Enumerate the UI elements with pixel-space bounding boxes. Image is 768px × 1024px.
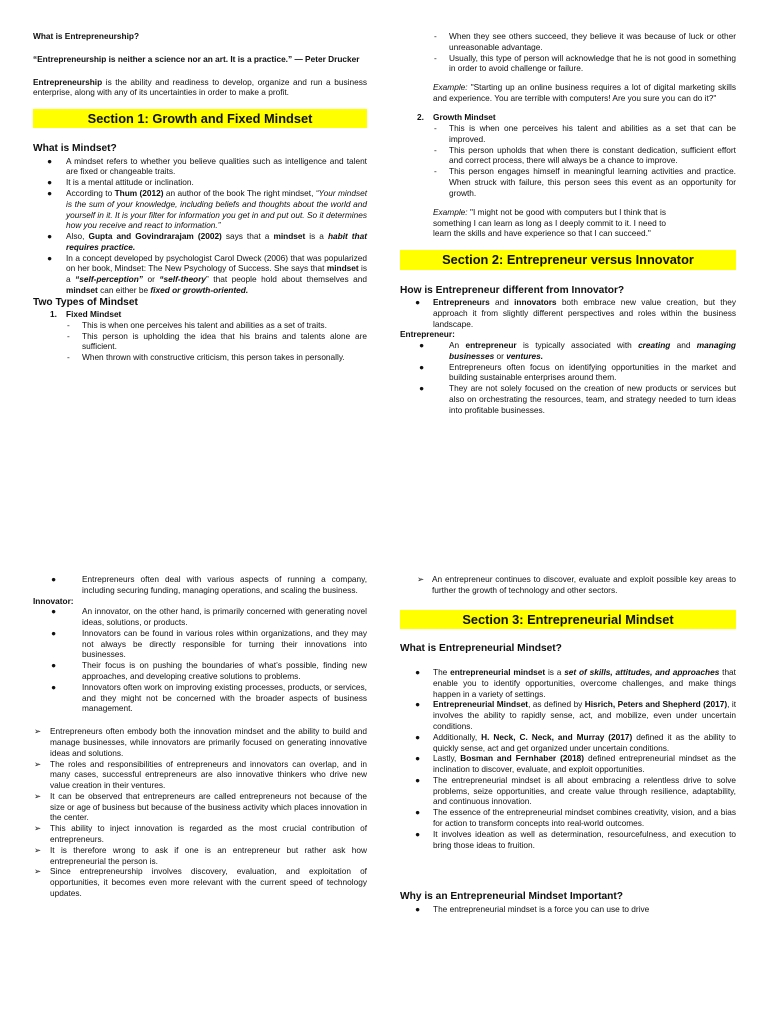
entrepreneur-label: Entrepreneur:	[400, 329, 455, 340]
list-item-text: defined it as the ability to quickly sense, act and get organized under uncertain conditions.	[433, 731, 736, 753]
section-2-heading: Section 2: Entrepreneur versus Innovator	[400, 250, 736, 269]
list-item-text: is a	[545, 667, 565, 678]
list-item	[400, 362, 736, 384]
bullet-marker: ●	[415, 731, 421, 742]
list-item-text: Entrepreneurs often embody both the innovation mindset and the ability to build and manage businesses, while innovators are primarily focused on generating innovative ideas and solutions.	[50, 726, 367, 758]
list-item-text: Entrepreneurs often deal with various aspects of running a company, including securing funding, managing operations, and scaling the business.	[82, 574, 367, 595]
page2-right-column	[400, 512, 736, 914]
list-item	[33, 188, 367, 231]
list-item	[33, 791, 367, 823]
list-item	[400, 123, 736, 145]
growth-mindset-points	[400, 123, 736, 198]
fixed-mindset-label: Fixed Mindset	[66, 309, 122, 320]
mindset-heading: What is Mindset?	[33, 143, 117, 155]
bullet-marker: ●	[51, 681, 57, 692]
list-item-text: This person engages himself in meaningful learning activities and practice. When struck with failure, this person sees this event as an opportunity for growth.	[449, 166, 736, 198]
spacer	[33, 98, 367, 109]
two-types-heading: Two Types of Mindset	[33, 296, 138, 308]
innovator-label: Innovator:	[33, 595, 74, 606]
list-item-text: is a	[305, 231, 328, 242]
difference-list	[400, 297, 736, 329]
list-item-text: an author of the book The right mindset,	[163, 187, 316, 198]
difference-heading: How is Entrepreneur different from Innovator?	[400, 284, 625, 296]
dash-marker: -	[434, 52, 437, 63]
drucker-quote: “Entrepreneurship is neither a science nor an art. It is a practice.” — Peter Drucker	[33, 53, 360, 64]
bullet-marker: ●	[419, 383, 425, 394]
arrow-marker: ➢	[417, 574, 424, 584]
list-item	[400, 829, 736, 851]
keyword: ventures.	[506, 350, 544, 361]
growth-example	[400, 207, 736, 239]
list-item-text: Additionally,	[433, 731, 482, 742]
list-item-text: ” that people hold about themselves and	[205, 274, 367, 285]
list-item-text: The essence of the entrepreneurial mindset combines creativity, vision, and a bias for action to transform concepts into real-world outcomes.	[433, 807, 736, 829]
list-item	[33, 682, 367, 714]
dash-marker: -	[434, 123, 437, 134]
list-item-text: is typically associated with	[516, 340, 639, 351]
list-item-text: Lastly,	[433, 753, 461, 764]
arrow-marker: ➢	[34, 844, 41, 855]
keyword: innovators	[514, 296, 557, 307]
spacer	[33, 65, 367, 77]
list-item-text: This ability to inject innovation is regarded as the most crucial contribution of entrepreneurs.	[50, 823, 367, 844]
arrow-marker: ➢	[34, 726, 41, 737]
list-item-text: Their focus is on pushing the boundaries of what’s possible, finding new approaches, and developing creative solutions to problems.	[82, 660, 367, 682]
bullet-marker: ●	[419, 361, 425, 372]
list-item-text: The entrepreneurial mindset is all about embracing a relentless drive to solve problems, seize opportunities, and create value through resilience, adaptability, and continuous innovation.	[433, 774, 736, 807]
list-item	[33, 352, 367, 363]
list-item-text: An innovator, on the other hand, is primarily concerned with generating novel ideas, solutions, or products.	[82, 606, 367, 628]
page1-right-column	[400, 0, 736, 416]
list-item-text: It is therefore wrong to ask if one is an entrepreneur but rather ask how entrepreneurial the person is.	[50, 844, 367, 866]
list-item	[400, 732, 736, 754]
bullet-marker: ●	[415, 667, 421, 678]
list-item-text: both embrace new value creation, but they approach it from slightly different perspectives and roles within the business landscape.	[433, 296, 736, 329]
list-item	[400, 667, 736, 699]
list-item-text: and	[670, 340, 697, 351]
bullet-marker: ●	[51, 606, 57, 617]
keyword: mindset	[273, 231, 306, 242]
arrow-marker: ➢	[34, 866, 41, 877]
keyword: managing businesses	[449, 340, 736, 361]
entrepreneur-list-continued	[33, 574, 367, 596]
list-item	[400, 574, 736, 596]
spacer	[400, 270, 736, 284]
list-item-text: Since entrepreneurship involves discovery, evaluation, and exploitation of opportunities, it becomes even more relevant with the current speed of technology updates.	[50, 866, 367, 898]
bullet-marker: ●	[47, 187, 53, 198]
page2-left-column	[33, 512, 367, 899]
bullet-marker: ●	[419, 340, 425, 351]
citation: Hisrich, Peters and Shepherd (2017)	[584, 699, 728, 710]
example-label: Example:	[433, 206, 468, 217]
list-item-text: Also,	[66, 231, 89, 242]
dash-marker: -	[67, 319, 70, 330]
spacer	[33, 42, 367, 54]
list-item-text: Innovators often work on improving existing processes, products, or services, and they might not be concerned with the broader aspects of business management.	[82, 681, 367, 714]
fixed-example	[400, 82, 736, 104]
fixed-mindset-list-continued	[400, 31, 736, 74]
list-item-text: Entrepreneurs often focus on identifying opportunities in the market and building sustainable enterprises around them.	[449, 361, 736, 383]
list-item-text: or	[494, 350, 507, 361]
keyword: “self-theory	[159, 274, 206, 285]
list-item	[400, 145, 736, 167]
list-item-text: This is when one perceives his talent and abilities as a set of traits.	[82, 319, 327, 330]
keyword: creating	[638, 340, 671, 351]
list-item	[33, 156, 367, 178]
fixed-mindset-list	[33, 320, 367, 363]
growth-mindset-item	[400, 112, 736, 123]
bullet-marker: ●	[51, 627, 57, 638]
number-marker: 1.	[50, 309, 57, 320]
arrow-marker: ➢	[34, 790, 41, 801]
fixed-mindset-item	[33, 309, 367, 320]
bullet-marker: ●	[415, 296, 421, 307]
list-item-text: It is a mental attitude or inclination.	[66, 177, 194, 188]
entrepreneurial-mindset-list	[400, 667, 736, 850]
dash-marker: -	[434, 144, 437, 155]
keyword: entrepreneur	[465, 340, 517, 351]
spacer	[33, 714, 367, 726]
entrepreneurship-question: What is Entrepreneurship?	[33, 31, 140, 41]
list-item-text: Innovators can be found in various roles within organizations, and they may not always be directly responsible for turning their innovations into businesses.	[82, 627, 367, 660]
why-important-heading: Why is an Entrepreneurial Mindset Important?	[400, 891, 624, 903]
list-item	[33, 759, 367, 791]
list-item-text: defined entrepreneurial mindset as the inclination to discover, evaluate, and exploit opportunities.	[433, 753, 736, 775]
list-item-text: , as defined by	[528, 699, 585, 710]
citation: H. Neck, C. Neck, and Murray (2017)	[481, 731, 633, 742]
keyword: Entrepreneurial Mindset	[433, 699, 529, 710]
page1-left-column	[33, 0, 367, 363]
keyword: habit that requires practice.	[66, 231, 367, 252]
arrow-marker: ➢	[34, 758, 41, 769]
list-item	[33, 606, 367, 628]
list-item	[33, 845, 367, 867]
list-item	[400, 340, 736, 362]
list-item	[33, 726, 367, 758]
comparison-arrow-list	[33, 726, 367, 899]
list-item-text: or	[142, 274, 160, 285]
list-item	[33, 177, 367, 188]
list-item-text: It involves ideation as well as determination, resourcefulness, and execution to bring those ideas to fruition.	[433, 828, 736, 850]
list-item	[400, 166, 736, 198]
entrepreneurship-definition	[33, 77, 367, 99]
list-item	[33, 331, 367, 353]
list-item	[400, 807, 736, 829]
definition-term: Entrepreneurship	[33, 76, 103, 87]
keyword: entrepreneurial mindset	[450, 667, 546, 678]
list-item-text: According to	[66, 187, 115, 198]
arrow-marker: ➢	[34, 823, 41, 834]
list-item	[400, 297, 736, 329]
list-item	[33, 823, 367, 845]
bullet-marker: ●	[47, 177, 53, 188]
keyword: set of skills, attitudes, and approaches	[564, 667, 720, 678]
keyword: fixed or growth-oriented.	[150, 285, 249, 296]
list-item-text: can either be	[97, 285, 151, 296]
list-item-text: and	[489, 296, 515, 307]
list-item-text: , it involves the ability to rapidly sense, act, and mobilize, even under uncertain conditions.	[433, 699, 736, 731]
example-label: Example:	[433, 82, 468, 93]
citation: Bosman and Fernhaber (2018)	[460, 753, 585, 764]
innovator-list	[33, 606, 367, 714]
bullet-marker: ●	[47, 252, 53, 263]
mindset-list	[33, 156, 367, 296]
list-item-text: Usually, this type of person will acknowledge that he is not good in something in order to avoid challenge or failure.	[449, 52, 736, 74]
example-text: "I might not be good with computers but I think that is something I can learn as long as I deeply commit to it. I need to learn the skills and have experience so that I can succeed."	[433, 206, 666, 239]
list-item	[400, 753, 736, 775]
list-item	[33, 574, 367, 596]
list-item	[33, 320, 367, 331]
why-important-list	[400, 904, 736, 915]
bullet-marker: ●	[47, 231, 53, 242]
section-1-heading: Section 1: Growth and Fixed Mindset	[33, 109, 367, 128]
list-item	[33, 628, 367, 660]
bullet-marker: ●	[415, 807, 421, 818]
list-item-text: An	[449, 340, 466, 351]
list-item	[400, 775, 736, 807]
document-page-2	[0, 512, 768, 1024]
list-item-text: When thrown with constructive criticism, this person takes in personally.	[82, 352, 345, 363]
list-item-text: is a	[66, 263, 367, 285]
spacer	[400, 596, 736, 610]
list-item-text: The roles and responsibilities of entrepreneurs and innovators can overlap, and in many cases, successful entrepreneurs are also innovative thinkers who drive new value creation in their ventures.	[50, 758, 367, 791]
list-item	[400, 904, 736, 915]
definition-text: is the ability and readiness to develop, organize and run a business enterprise, along with any of its uncertainties in order to make a profit.	[33, 76, 367, 98]
number-marker: 2.	[417, 112, 424, 123]
list-item-text: The	[433, 667, 451, 678]
list-item	[400, 31, 736, 53]
list-item-text: This person is upholding the idea that his brains and talents alone are sufficient.	[82, 330, 367, 352]
list-item-text: They are not solely focused on the creation of new products or services but also on orchestrating the resources, team, and strategy needed to turn ideas into profitable businesses.	[449, 383, 736, 415]
spacer	[400, 655, 736, 667]
list-item	[400, 383, 736, 415]
list-item-text: An entrepreneur continues to discover, evaluate and exploit possible key areas to further the growth of technology and other sectors.	[432, 574, 736, 595]
list-item-text: A mindset refers to whether you believe qualities such as intelligence and talent are fixed or changeable traits.	[66, 155, 367, 177]
spacer	[400, 629, 736, 642]
example-text: "Starting up an online business requires a lot of digital marketing skills and experience. You are terrible with computers! Are you sure you can do it?"	[433, 82, 736, 104]
list-item-text: In a concept developed by psychologist Carol Dweck (2006) that was popularized on her book, Mindset: The New Psychology of Success. She says that	[66, 252, 367, 274]
citation: Thum (2012)	[114, 187, 164, 198]
list-item	[400, 699, 736, 731]
thum-quote: “Your mindset is the sum of your knowledge, including beliefs and thoughts about the world and yourself in it. It is your filter for information you get in and put out. So it determines how you receive and react to information.”	[66, 187, 368, 231]
spacer	[33, 128, 367, 142]
list-item-text: says that a	[221, 231, 274, 242]
list-item	[400, 53, 736, 75]
list-item-text: The entrepreneurial mindset is a force you can use to drive	[433, 903, 650, 914]
dash-marker: -	[434, 31, 437, 41]
list-item-text: that enable you to identify opportunities, overcome challenges, and make things happen in a variety of settings.	[433, 667, 736, 699]
dash-marker: -	[67, 330, 70, 341]
bullet-marker: ●	[415, 828, 421, 839]
keyword: Entrepreneurs	[433, 296, 490, 307]
list-item	[33, 866, 367, 898]
list-item	[33, 253, 367, 296]
entrepreneur-list	[400, 340, 736, 415]
citation: Gupta and Govindrarajam (2002)	[88, 231, 222, 242]
list-item-text: When they see others succeed, they believe it was because of luck or other unreasonable advantage.	[449, 31, 736, 52]
list-item-text: It can be observed that entrepreneurs are called entrepreneurs not because of the size or age of business but because of the business activity which places innovation in the center.	[50, 790, 367, 823]
bullet-marker: ●	[51, 660, 57, 671]
dash-marker: -	[67, 352, 70, 363]
growth-mindset-label: Growth Mindset	[433, 112, 496, 123]
growth-mindset-list	[400, 112, 736, 123]
keyword: mindset	[66, 285, 98, 296]
dash-marker: -	[434, 166, 437, 177]
mindset-types-list	[33, 309, 367, 320]
bullet-marker: ●	[415, 903, 421, 914]
bullet-marker: ●	[51, 574, 57, 584]
entrepreneurial-mindset-heading: What is Entrepreneurial Mindset?	[400, 642, 562, 654]
spacer	[400, 850, 736, 890]
list-item-text: This is when one perceives his talent and abilities as a set that can be improved.	[449, 123, 736, 144]
section-3-heading: Section 3: Entrepreneurial Mindset	[400, 610, 736, 629]
list-item	[33, 231, 367, 253]
keyword: mindset	[326, 263, 359, 274]
list-item-text: This person upholds that when there is constant dedication, sufficient effort and correct process, there will always be a chance to improve.	[449, 144, 736, 166]
bullet-marker: ●	[415, 774, 421, 785]
bullet-marker: ●	[415, 753, 421, 764]
bullet-marker: ●	[415, 699, 421, 710]
bullet-marker: ●	[47, 155, 53, 166]
comparison-arrow-list-continued	[400, 574, 736, 596]
keyword: “self-perception”	[75, 274, 143, 285]
list-item	[33, 660, 367, 682]
